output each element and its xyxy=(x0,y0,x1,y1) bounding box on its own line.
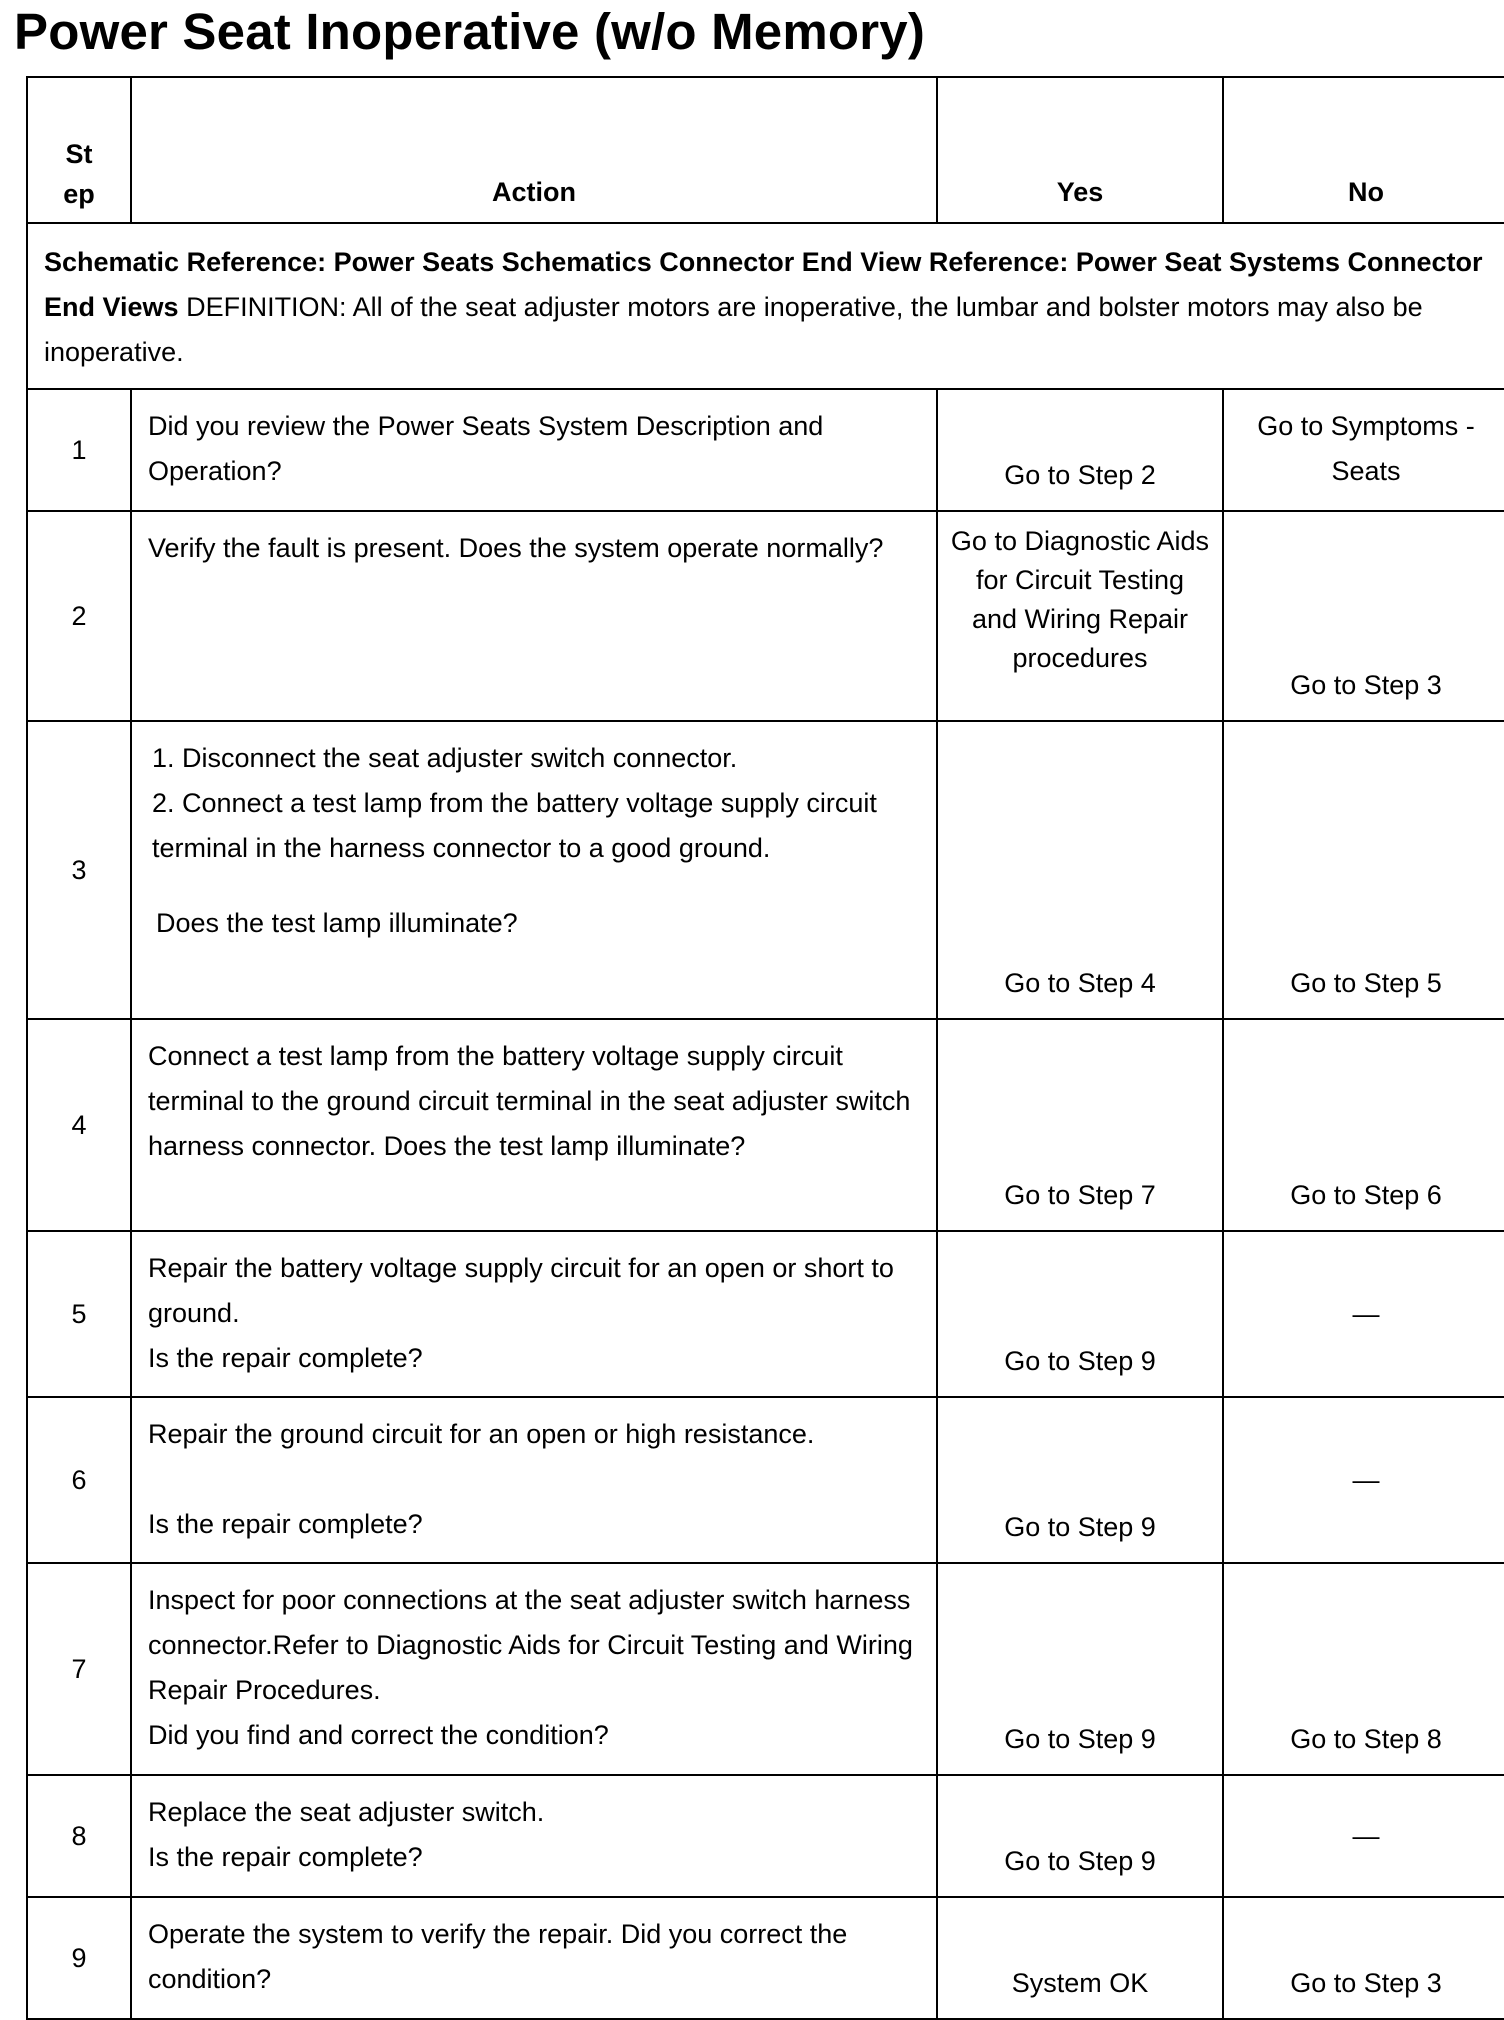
header-step-line2: ep xyxy=(63,179,95,209)
step-action: Repair the battery voltage supply circuit for an open or short to ground. Is the repair complete? xyxy=(130,1230,938,1398)
step-no: Go to Step 5 xyxy=(1222,720,1504,1020)
header-action-label: Action xyxy=(492,177,576,207)
step-number: 5 xyxy=(26,1230,132,1398)
header-yes xyxy=(936,76,1224,224)
step-action: Inspect for poor connections at the seat adjuster switch harness connector.Refer to Diagnostic Aids for Circuit Testing and Wiring Repair Procedures. Did you find and correct the condition? xyxy=(130,1562,938,1776)
header-yes-label: Yes xyxy=(1056,177,1104,207)
header-no xyxy=(1222,76,1504,224)
step-action: Verify the fault is present. Does the system operate normally? xyxy=(130,510,938,722)
action-question: Does the test lamp illuminate? xyxy=(156,908,518,938)
step-yes: Go to Step 2 xyxy=(936,388,1224,512)
step-no: — xyxy=(1222,1230,1504,1398)
action-list-item: 2. Connect a test lamp from the battery voltage supply circuit terminal in the harness connector to a good ground. xyxy=(152,788,877,863)
header-step xyxy=(26,76,132,224)
step-number: 4 xyxy=(26,1018,132,1232)
step-number: 9 xyxy=(26,1896,132,2020)
step-action: Operate the system to verify the repair. Did you correct the condition? xyxy=(130,1896,938,2020)
header-action xyxy=(130,76,938,224)
step-number: 8 xyxy=(26,1774,132,1898)
step-no: Go to Step 3 xyxy=(1222,1896,1504,2020)
step-action: Did you review the Power Seats System Description and Operation? xyxy=(130,388,938,512)
step-number: 2 xyxy=(26,510,132,722)
step-number: 7 xyxy=(26,1562,132,1776)
step-action: Connect a test lamp from the battery voltage supply circuit terminal to the ground circuit terminal in the seat adjuster switch harness connector. Does the test lamp illuminate? xyxy=(130,1018,938,1232)
step-yes: Go to Step 9 xyxy=(936,1562,1224,1776)
step-number: 1 xyxy=(26,388,132,512)
step-no: — xyxy=(1222,1396,1504,1564)
step-yes: Go to Diagnostic Aids for Circuit Testing and Wiring Repair procedures xyxy=(936,510,1224,722)
step-action: Replace the seat adjuster switch. Is the repair complete? xyxy=(130,1774,938,1898)
step-action xyxy=(130,720,938,1020)
reference-definition xyxy=(26,222,1504,390)
header-step-line1: St xyxy=(65,139,93,169)
step-action: Repair the ground circuit for an open or high resistance. Is the repair complete? xyxy=(130,1396,938,1564)
diagnostic-table xyxy=(26,76,1483,1998)
step-yes: Go to Step 9 xyxy=(936,1230,1224,1398)
step-no: Go to Step 3 xyxy=(1222,510,1504,722)
step-no: Go to Step 6 xyxy=(1222,1018,1504,1232)
page-title: Power Seat Inoperative (w/o Memory) xyxy=(14,3,926,60)
step-no: Go to Symptoms - Seats xyxy=(1222,388,1504,512)
step-no: — xyxy=(1222,1774,1504,1898)
step-yes: System OK xyxy=(936,1896,1224,2020)
step-yes: Go to Step 9 xyxy=(936,1396,1224,1564)
step-yes: Go to Step 7 xyxy=(936,1018,1224,1232)
step-number: 6 xyxy=(26,1396,132,1564)
action-list-item: 1. Disconnect the seat adjuster switch connector. xyxy=(152,743,738,773)
definition-text: DEFINITION: All of the seat adjuster motors are inoperative, the lumbar and bolster motors may also be inoperative. xyxy=(44,292,1423,367)
step-number: 3 xyxy=(26,720,132,1020)
step-no: Go to Step 8 xyxy=(1222,1562,1504,1776)
schematic-reference: Schematic Reference: Power Seats Schematics Connector End View Reference: Power Seat Systems Connector End Views xyxy=(44,247,1483,322)
step-yes: Go to Step 9 xyxy=(936,1774,1224,1898)
step-yes: Go to Step 4 xyxy=(936,720,1224,1020)
header-no-label: No xyxy=(1348,177,1384,207)
